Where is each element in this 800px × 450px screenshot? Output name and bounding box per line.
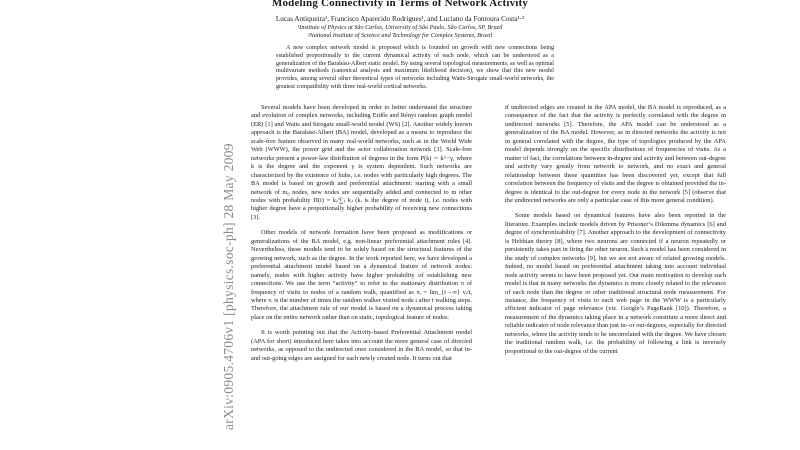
body-column-right xyxy=(505,104,726,450)
abstract: A new complex network model is proposed which is founded on growth with new connections being established proportionally to the current dynamical activity of each node, which can be understood as a generalization of the Barabási-Albert static model. By using several topological measurements, as well as optimal multivariate methods (canonical analysis and maximum likelihood decision), we show that this new model provides, among several other theoretical types of networks including Watts-Strogatz small-world networks, the greatest compatibility with three real-world cortical networks. xyxy=(276,45,554,90)
paragraph: Some models based on dynamical features have also been reported in the literature. Examples include models driven by Prisoner’s Dilemma dynamics [6] and degree of synchronizability [7]. Another approach to the development of connectivity is Hebbian theory [8], where two neurons are connected if a neuron repeatedly or persistently takes part in firing the other neuron. Such a model has been considered in the study of complex networks [9], but we are not aware of related growing models. Indeed, no model based on preferential attachment taking into account individual node activity seems to have been proposed yet. Our main motivation to develop such model is that in many networks the dynamics is more closely related to the relevance of each node than the degree or other traditional structural node measurement. For instance, the frequency of visits to each web page in the WWW is a particularly efficient indicator of page relevance (viz. Google’s PageRank [10]). Therefore, a measurement of the dynamics taking place in a network constitute a more direct and reliable indicator of node relevance than just in- or out-degrees, especially for directed networks, where the activity tends to be uncorrelated with the degree. We have chosen the traditional random walk, i.e. the probability of following a link is inversely proportional to the out-degree of the current xyxy=(505,212,726,355)
paper-title: Modeling Connectivity in Terms of Network Activity xyxy=(271,0,529,9)
paragraph: if undirected edges are created in the APA model, the BA model is reproduced, as a consequence of the fact that the activity is perfectly correlated with the degree in undirected networks [5]. Therefore, the APA model can be understood as a generalization of the BA model. However, as in directed networks the activity is not in general correlated with the degree, the type of topologies produced by the APA model depends strongly on the specific distributions of frequencies of visits. As a matter of fact, the correlations between in-degree and activity and between out-degree and activity vary greatly from network to network, and no exact and general relationship between these quantities has been discovered yet, except that full correlation between the frequency of visits and the degree is obtained provided the in-degree is identical to the out-degree for every node in the network [5] (observe that the undirected networks are only a particular case of this more general condition). xyxy=(505,104,726,204)
affiliation-1: ¹Institute of Physics at São Carlos, University of São Paulo, São Carlos, SP, Brazil xyxy=(297,24,503,31)
paragraph: Other models of network formation have been proposed as modifications or generalizations of the BA model, e.g. non-linear preferential attachment rules [4]. Nevertheless, these models tend to be solely based on the structural features of the growing network, such as the degree. In the work reported here, we have developed a preferential attachment model based on a dynamical feature of network nodes: namely, nodes with higher activity have higher probability of establishing new connections. We use the term “activity” to refer to the stationary distribution π of frequency of visits to nodes of a random walk, quantified as πᵢ = lim_{t→∞} vᵢ/t, where vᵢ is the number of times the random walker visited node i after t walking steps. Therefore, the attachment rule of our model is based on a dynamical process taking place on the entire network rather than on static, topological feature of nodes. xyxy=(251,229,472,321)
body-column-left xyxy=(251,104,472,450)
author-list: Lucas Antiqueira¹, Francisco Aparecido Rodrigues¹, and Luciano da Fontoura Costa¹·² xyxy=(275,15,525,23)
affiliation-2: ²National Institute of Science and Technology for Complex Systems, Brazil xyxy=(307,32,493,39)
paragraph: Several models have been developed in order to better understand the structure and evolution of complex networks, including Erdős and Rényi random graph model (ER) [1] and Watts and Strogatz small-world model (WS) [2]. Another widely known approach is the Barabási-Albert (BA) model, developed as a means to reproduce the scale-free feature observed in many real-world networks, such as in the World Wide Web (WWW), the power grid and the actor collaboration network [3]. Scale-free networks present a power-law distribution of degrees in the form P(k) ∼ k^−γ, where k is the degree and the exponent γ is system dependent. Such networks are characterized by the existence of hubs, i.e. nodes with particularly high degrees. The BA model is based on growth and preferential attachment: starting with a small network of m₀ nodes, new nodes are sequentially added and connected to m other nodes with probability Π(i) = kᵢ/∑ⱼ kⱼ (kᵢ is the degree of node i), i.e. nodes with higher degree have a proportionally higher probability of receiving new connections [3]. xyxy=(251,104,472,221)
paragraph: It is worth pointing out that the Activity-based Preferential Attachment model (APA for short) introduced here takes into account the more general case of directed networks, as opposed to the undirected ones considered in the BA model, so that in- and out-going edges are assigned for each newly created node. It turns out that xyxy=(251,329,472,362)
arxiv-stamp: arXiv:0905.4706v1 [physics.soc-ph] 28 May 2009 xyxy=(221,143,236,430)
